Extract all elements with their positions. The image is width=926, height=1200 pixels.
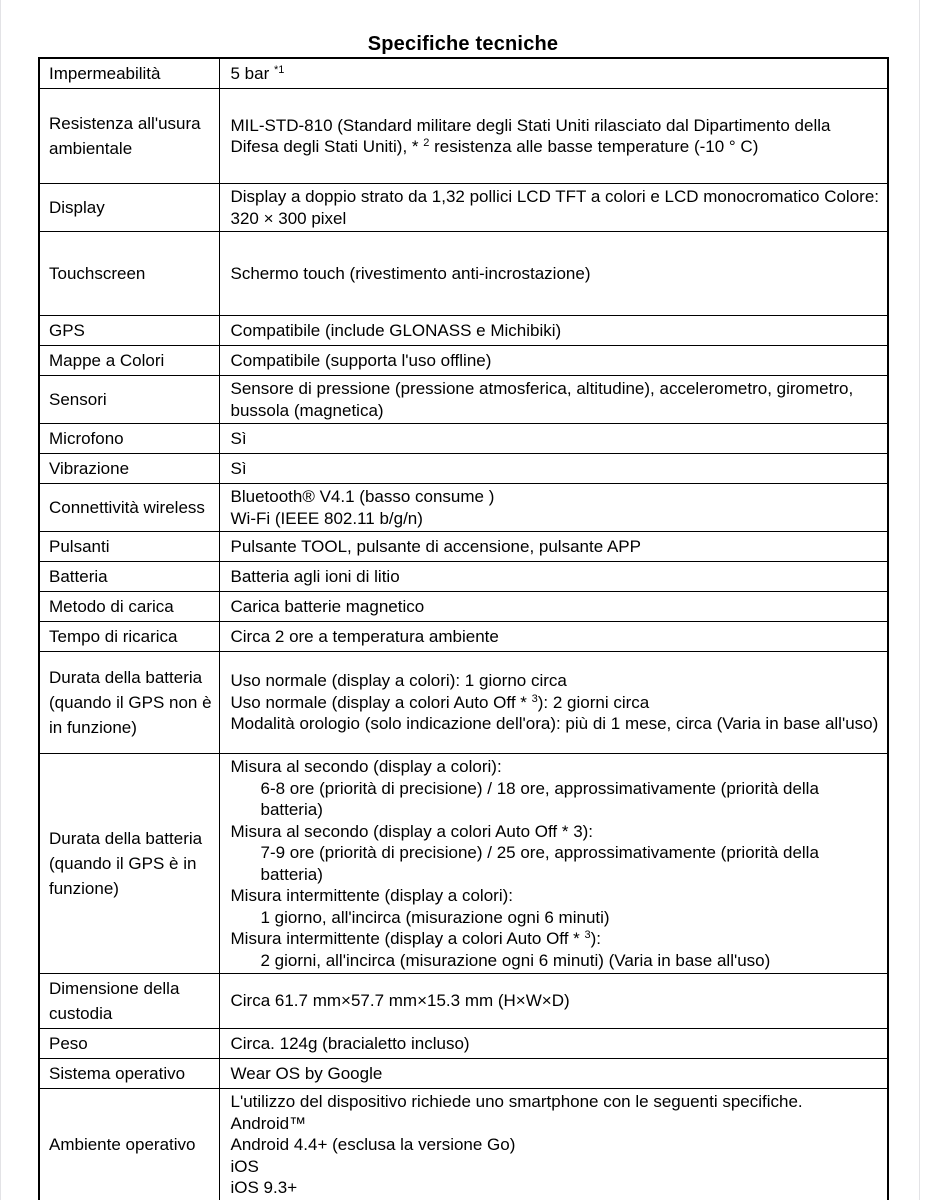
spec-value — [219, 89, 888, 184]
spec-value-line — [231, 928, 880, 950]
spec-value-line — [231, 821, 880, 843]
spec-value-line — [231, 1113, 880, 1135]
spec-table — [38, 57, 889, 1200]
spec-label: Peso — [39, 1029, 219, 1059]
spec-text: 1 giorno, all'incirca (misurazione ogni 6 minuti) — [260, 907, 610, 927]
spec-value-line — [231, 950, 880, 972]
spec-value — [219, 532, 888, 562]
spec-value-line — [231, 885, 880, 907]
spec-value — [219, 652, 888, 754]
spec-value — [219, 316, 888, 346]
spec-value-line — [231, 1156, 880, 1178]
spec-text: L'utilizzo del dispositivo richiede uno smartphone con le seguenti specifiche. — [230, 1092, 803, 1111]
spec-value-line — [231, 378, 880, 421]
page-edge-line-right — [919, 0, 920, 1200]
table-row — [39, 1029, 888, 1059]
table-row — [39, 652, 888, 754]
spec-value-line — [231, 428, 880, 450]
spec-label: Touchscreen — [39, 232, 219, 316]
spec-text: Bluetooth® V4.1 (basso consume ) — [230, 487, 495, 506]
spec-value-line — [231, 1033, 880, 1055]
table-row — [39, 754, 888, 974]
spec-value-line — [231, 1063, 880, 1085]
spec-value — [219, 1059, 888, 1089]
spec-value — [219, 424, 888, 454]
spec-text: Misura al secondo (display a colori): — [230, 757, 502, 776]
spec-label: Tempo di ricarica — [39, 622, 219, 652]
spec-value — [219, 754, 888, 974]
spec-text: Misura intermittente (display a colori Auto Off * — [230, 929, 585, 948]
spec-text: Schermo touch (rivestimento anti-incrostazione) — [230, 263, 591, 283]
spec-label: Resistenza all'usura ambientale — [39, 89, 219, 184]
footnote-superscript: 2 — [423, 137, 430, 149]
spec-text: 7-9 ore (priorità di precisione) / 25 ore, approssimativamente (priorità della batteria) — [260, 843, 819, 884]
spec-text: Misura al secondo (display a colori Auto Off * 3): — [230, 821, 594, 841]
spec-value-line — [231, 778, 880, 821]
spec-value-line — [231, 1134, 880, 1156]
spec-text: Compatibile (include GLONASS e Michibiki) — [230, 320, 562, 340]
spec-value-line — [231, 1177, 880, 1199]
table-row — [39, 592, 888, 622]
table-row — [39, 974, 888, 1029]
spec-text: Wi-Fi (IEEE 802.11 b/g/n) — [230, 508, 423, 528]
spec-label: Microfono — [39, 424, 219, 454]
table-row — [39, 562, 888, 592]
spec-value — [219, 184, 888, 232]
spec-value — [219, 592, 888, 622]
spec-value-line — [231, 713, 880, 735]
table-row — [39, 346, 888, 376]
spec-value-line — [231, 458, 880, 480]
spec-text: Circa. 124g (bracialetto incluso) — [230, 1033, 470, 1053]
table-row — [39, 622, 888, 652]
spec-value — [219, 1029, 888, 1059]
spec-label: Impermeabilità — [39, 58, 219, 89]
spec-text: Uso normale (display a colori Auto Off * — [230, 692, 532, 712]
spec-value-line — [231, 907, 880, 929]
spec-table-body — [39, 58, 888, 1200]
table-row — [39, 424, 888, 454]
spec-value-line — [231, 596, 880, 618]
table-row — [39, 316, 888, 346]
spec-text: Sì — [230, 428, 247, 448]
spec-text: 5 bar — [230, 63, 274, 83]
table-row — [39, 1059, 888, 1089]
spec-text: Compatibile (supporta l'uso offline) — [230, 350, 492, 370]
spec-value — [219, 562, 888, 592]
spec-value-line — [231, 842, 880, 885]
spec-text: Sensore di pressione (pressione atmosferica, altitudine), accelerometro, girometro, bussola (magnetica) — [230, 379, 854, 420]
spec-text: Android™ — [230, 1113, 307, 1133]
spec-text: Modalità orologio (solo indicazione dell'ora): più di 1 mese, circa (Varia in base all'uso) — [230, 714, 879, 734]
spec-value-line — [231, 756, 880, 778]
spec-text: Uso normale (display a colori): 1 giorno circa — [230, 671, 567, 691]
spec-value-line — [231, 536, 880, 558]
spec-value-line — [231, 1091, 880, 1113]
spec-value — [219, 232, 888, 316]
spec-label: Connettività wireless — [39, 484, 219, 532]
spec-value-line — [231, 626, 880, 648]
spec-label: GPS — [39, 316, 219, 346]
spec-label: Sistema operativo — [39, 1059, 219, 1089]
spec-value — [219, 622, 888, 652]
table-row — [39, 376, 888, 424]
footnote-superscript: *1 — [273, 63, 285, 76]
spec-value — [219, 454, 888, 484]
spec-value — [219, 346, 888, 376]
spec-text: 6-8 ore (priorità di precisione) / 18 ore, approssimativamente (priorità della batteria) — [260, 778, 819, 819]
table-row — [39, 58, 888, 89]
spec-label: Batteria — [39, 562, 219, 592]
spec-value — [219, 1089, 888, 1200]
spec-value-line — [231, 263, 880, 285]
spec-value-line — [231, 566, 880, 588]
table-row — [39, 532, 888, 562]
table-row — [39, 232, 888, 316]
spec-value — [219, 974, 888, 1029]
spec-text: Wear OS by Google — [230, 1063, 383, 1083]
table-row — [39, 184, 888, 232]
spec-value — [219, 376, 888, 424]
spec-value-line — [231, 692, 880, 714]
spec-label: Metodo di carica — [39, 592, 219, 622]
spec-value-line — [231, 990, 880, 1012]
spec-value-line — [231, 670, 880, 692]
spec-value-line — [231, 508, 880, 530]
spec-text: 2 giorni, all'incirca (misurazione ogni 6 minuti) (Varia in base all'uso) — [260, 950, 771, 970]
footnote-superscript: 3 — [584, 929, 591, 941]
spec-text: ): 2 giorni circa — [537, 692, 650, 712]
spec-text: iOS — [230, 1156, 259, 1176]
spec-text: Circa 2 ore a temperatura ambiente — [230, 626, 499, 646]
spec-text: Sì — [230, 458, 247, 478]
spec-value-line — [231, 63, 880, 85]
spec-value — [219, 58, 888, 89]
spec-label: Dimensione della custodia — [39, 974, 219, 1029]
spec-text: ): — [590, 929, 602, 948]
spec-text: Android 4.4+ (esclusa la versione Go) — [230, 1135, 516, 1154]
page-edge-line-left — [0, 0, 1, 1200]
spec-text: iOS 9.3+ — [230, 1178, 298, 1197]
spec-text: Pulsante TOOL, pulsante di accensione, pulsante APP — [230, 536, 641, 556]
spec-value-line — [231, 350, 880, 372]
spec-text: Display a doppio strato da 1,32 pollici LCD TFT a colori e LCD monocromatico Colore: 320 × 300 pixel — [230, 187, 879, 228]
spec-value-line — [231, 115, 880, 158]
spec-label: Durata della batteria (quando il GPS non è in funzione) — [39, 652, 219, 754]
spec-value — [219, 484, 888, 532]
spec-value-line — [231, 186, 880, 229]
spec-label: Display — [39, 184, 219, 232]
spec-label: Vibrazione — [39, 454, 219, 484]
spec-text: Carica batterie magnetico — [230, 596, 425, 616]
spec-text: Circa 61.7 mm×57.7 mm×15.3 mm (H×W×D) — [230, 991, 570, 1011]
footnote-superscript: 3 — [531, 692, 538, 705]
table-row — [39, 484, 888, 532]
table-row — [39, 89, 888, 184]
spec-value-line — [231, 320, 880, 342]
spec-text: Misura intermittente (display a colori): — [230, 886, 513, 905]
page-title: Specifiche tecniche — [367, 33, 559, 55]
spec-label: Durata della batteria (quando il GPS è in funzione) — [39, 754, 219, 974]
spec-label: Pulsanti — [39, 532, 219, 562]
spec-text: Batteria agli ioni di litio — [230, 566, 400, 586]
spec-value-line — [231, 486, 880, 508]
spec-label: Mappe a Colori — [39, 346, 219, 376]
spec-label: Ambiente operativo — [39, 1089, 219, 1200]
table-row — [39, 1089, 888, 1200]
spec-text: resistenza alle basse temperature (-10 ° C) — [429, 137, 759, 156]
spec-text: MIL-STD-810 (Standard militare degli Stati Uniti rilasciato dal Dipartimento della Difesa degli Stati Uniti), * — [230, 115, 831, 156]
table-row — [39, 454, 888, 484]
spec-label: Sensori — [39, 376, 219, 424]
